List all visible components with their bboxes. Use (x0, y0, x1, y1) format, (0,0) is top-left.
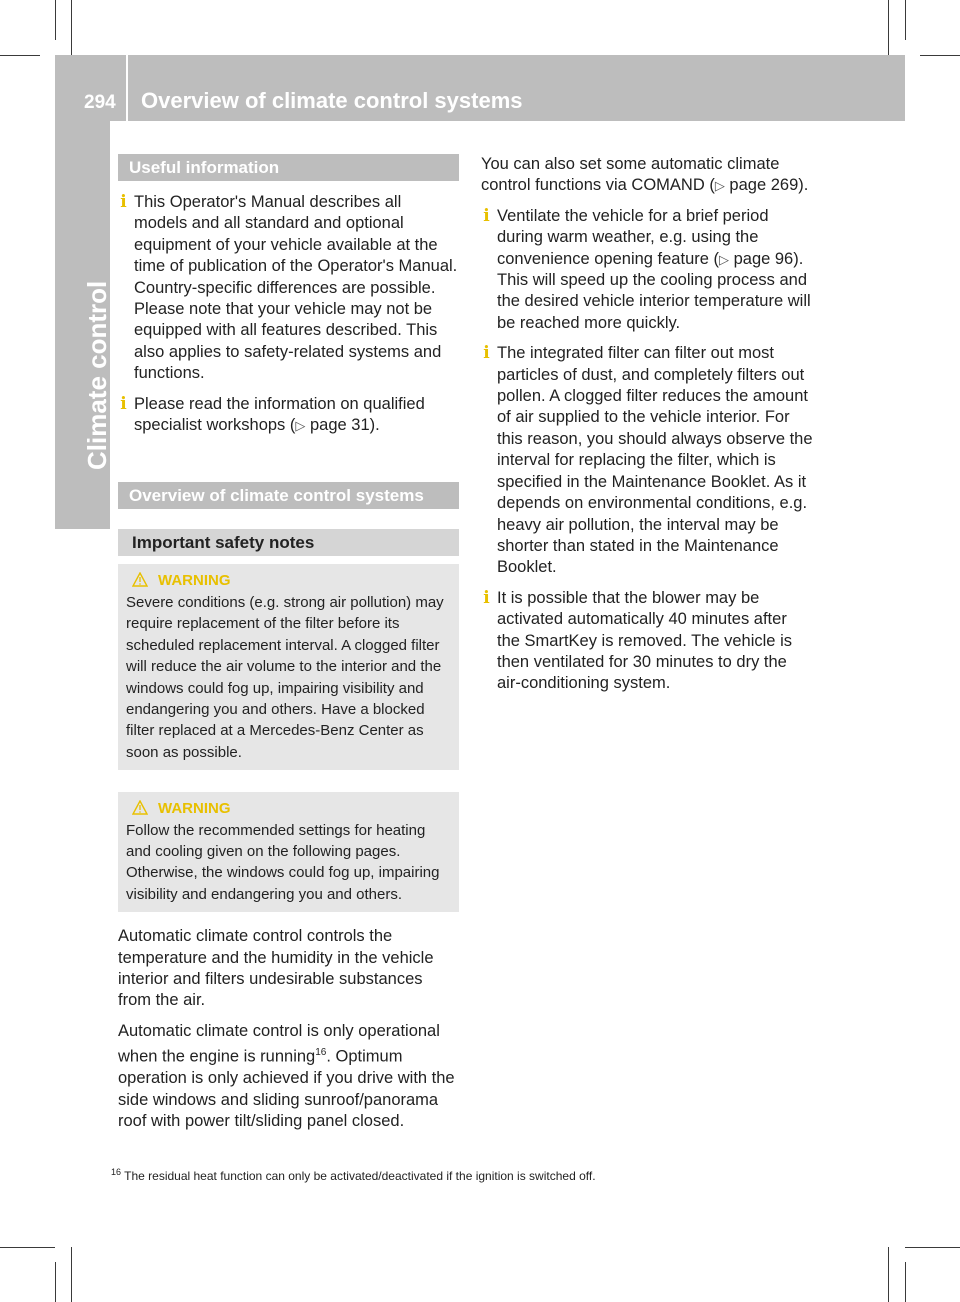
crop-mark (888, 1247, 889, 1302)
crop-mark (71, 0, 72, 55)
info-icon: i (483, 205, 490, 226)
footnote-marker: 16 (315, 1047, 327, 1059)
warning-box (118, 792, 459, 912)
footnote (111, 1167, 596, 1183)
header-separator (126, 55, 128, 121)
crop-mark (888, 0, 889, 55)
crop-mark (0, 55, 40, 56)
crop-mark (55, 0, 56, 40)
warning-text: Follow the recommended settings for heating and cooling given on the following pages. Otherwise, the windows could fog up, impairing visibility and endangering you and others. (126, 821, 440, 903)
page-reference-link[interactable]: page 96 (733, 249, 794, 268)
warning-title-text: WARNING (158, 800, 231, 818)
crop-mark (920, 55, 960, 56)
info-icon: i (120, 393, 127, 414)
subsection-heading-safety: Important safety notes (118, 529, 459, 556)
right-column (481, 154, 813, 704)
info-note (481, 588, 813, 695)
section-heading-overview: Overview of climate control systems (118, 482, 459, 509)
info-note (481, 206, 813, 334)
left-column (118, 154, 459, 1141)
body-paragraph (481, 154, 813, 197)
info-note-text: Ventilate the vehicle for a brief period during warm weather, e.g. using the convenience opening feature ( (497, 206, 769, 268)
info-icon: i (483, 587, 490, 608)
crop-mark (905, 1262, 906, 1302)
info-note-text: ). This will speed up the cooling process and the desired vehicle interior temperature will be reached more quickly. (497, 249, 811, 332)
section-heading-useful-information: Useful information (118, 154, 459, 181)
page-reference-arrow-icon: ▷ (719, 251, 729, 267)
crop-mark (55, 1262, 56, 1302)
warning-text: Severe conditions (e.g. strong air pollution) may require replacement of the filter before its scheduled replacement interval. A clogged filter will reduce the air volume to the interior and the windows could fog up, impairing visibility and endangering you and others. Have a blocked filter replaced at a Mercedes-Benz Center as soon as possible. (126, 593, 444, 761)
body-paragraph (118, 1021, 459, 1133)
body-text: You can also set some automatic climate control functions via COMAND ( (481, 155, 780, 195)
info-note-text: Please read the information on qualified specialist workshops ( (134, 394, 425, 435)
info-note-text: This Operator's Manual describes all models and all standard and optional equipment of your vehicle available at the time of publication of the Operator's Manual. Country-specific differences are possible. Please note that your vehicle may not be equipped with all features described. This also applies to safety-related systems and functions. (134, 193, 458, 383)
info-note (118, 192, 459, 385)
crop-mark (905, 1247, 960, 1248)
info-note-text: The integrated filter can filter out most particles of dust, and completely filters out pollen. A clogged filter reduces the amount of air supplied to the vehicle interior. For this reason, you should always observe the interval for replacing the filter, which is specified in the Maintenance Booklet. As it depends on environmental conditions, e.g. heavy air pollution, the interval may be shorter than stated in the Maintenance Booklet. (497, 344, 813, 577)
info-note (481, 343, 813, 578)
warning-triangle-icon (132, 572, 148, 587)
page-reference-arrow-icon: ▷ (295, 418, 306, 434)
info-note-text-end: ). (369, 416, 380, 435)
warning-title-text: WARNING (158, 572, 231, 590)
crop-mark (905, 0, 906, 40)
footnote-text: The residual heat function can only be activated/deactivated if the ignition is switched off. (124, 1169, 596, 1183)
body-text: . Optimum operation is only achieved if you drive with the side windows and sliding sunroof/panorama roof with power tilt/sliding panel closed. (118, 1047, 455, 1130)
body-paragraph: Automatic climate control controls the temperature and the humidity in the vehicle interior and filters undesirable substances from the air. (118, 927, 434, 1010)
footnote-number: 16 (111, 1167, 122, 1177)
warning-title (126, 798, 453, 819)
info-icon: i (483, 343, 490, 364)
side-tab-label: Climate control (82, 280, 112, 470)
page-number: 294 (84, 92, 116, 113)
info-note (118, 394, 459, 437)
body-text: Automatic climate control is only operational when the engine is running (118, 1021, 440, 1066)
warning-title (126, 570, 453, 591)
page-reference-link[interactable]: page 269 (729, 176, 799, 195)
page-reference-link[interactable]: page 31 (309, 416, 370, 435)
warning-box (118, 564, 459, 770)
crop-mark (71, 1247, 72, 1302)
crop-mark (0, 1247, 55, 1248)
info-icon: i (120, 192, 127, 212)
warning-triangle-icon (132, 800, 148, 815)
page-title: Overview of climate control systems (141, 88, 523, 113)
page-reference-arrow-icon: ▷ (714, 178, 725, 194)
body-text: ). (798, 176, 809, 195)
info-note-text: It is possible that the blower may be activated automatically 40 minutes after the SmartKey is removed. The vehicle is then ventilated for 30 minutes to dry the air-conditioning system. (497, 588, 792, 693)
